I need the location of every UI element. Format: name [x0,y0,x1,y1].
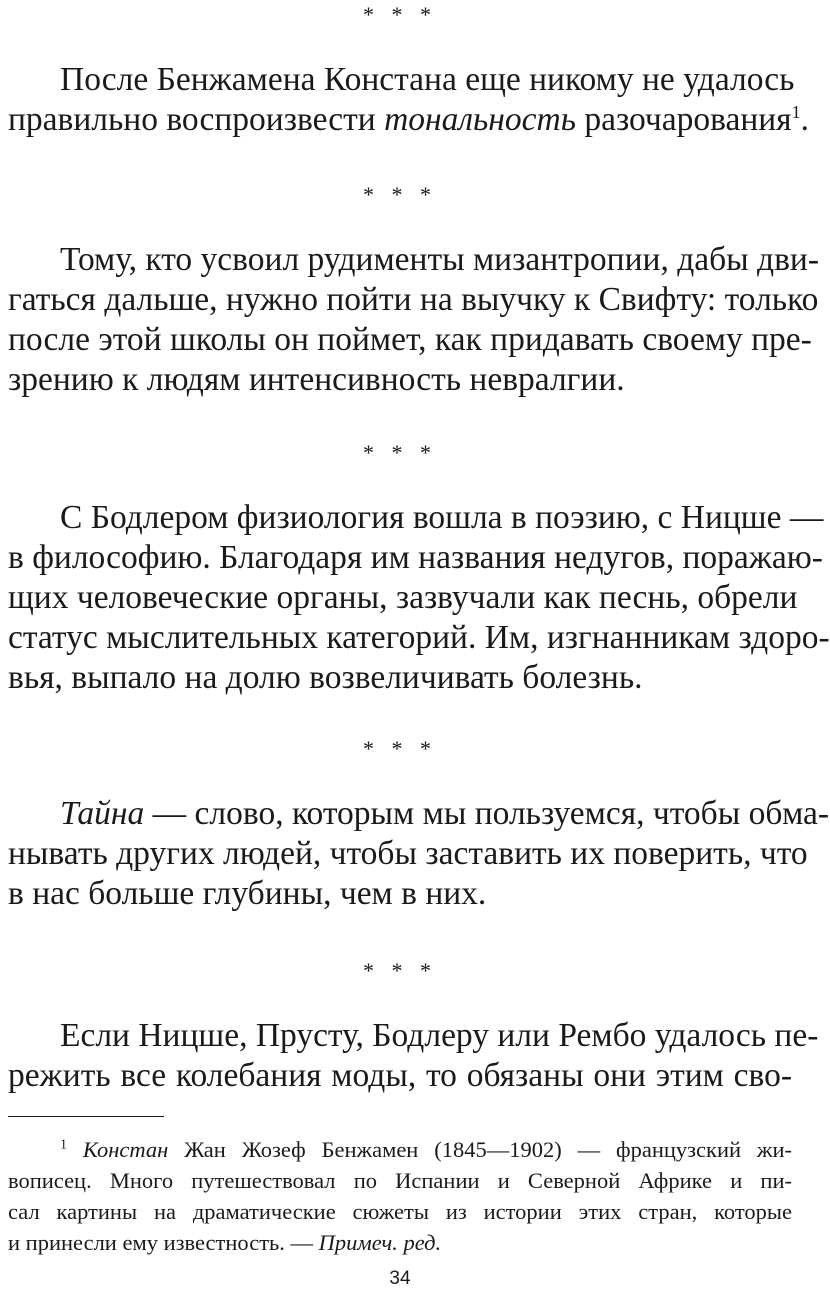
footnote-mark: 1 [60,1137,67,1153]
footnote [8,1134,792,1258]
paragraph-baudelaire [8,498,830,698]
text-line: Тому, кто усвоил рудименты мизантропии, дабы дви- [60,241,820,278]
text-line: Если Ницше, Прусту, Бодлеру или Рембо удалось пе- [60,1017,819,1054]
text-line: С Бодлером физиология вошла в поэзию, с Ницше — [60,499,824,536]
footnote-line [8,1134,792,1165]
section-separator: * * * [363,958,437,983]
text-span: . [800,101,809,138]
text-line: нывать других людей, чтобы заставить их поверить, что [8,835,808,872]
footnote-line: сал картины на драматические сюжеты из истории этих стран, которые [8,1199,792,1224]
section-separator: * * * [363,2,437,27]
paragraph-secret [8,794,830,914]
text-line: щих человеческие органы, зазвучали как песнь, обрели [8,579,798,616]
text-line: статус мыслительных категорий. Им, изгнанникам здоро- [8,619,830,656]
footnote-line: вописец. Много путешествовал по Испании и Северной Африке и пи- [8,1168,792,1193]
text-line [8,794,830,834]
italic-word: тональность [384,101,576,138]
section-separator: * * * [363,182,437,207]
text-line: в нас больше глубины, чем в них. [8,875,487,912]
footnote-line [8,1227,792,1258]
paragraph-nietzsche [8,1016,819,1096]
paragraph-swift [8,240,820,400]
section-separator: * * * [363,440,437,465]
text-line: в философию. Благодаря им названия недугов, поражаю- [8,539,823,576]
text-line: вья, выпало на долю возвеличивать болезнь. [8,659,643,696]
text-span: и принесли ему известность. — [8,1230,319,1255]
paragraph-constant [8,60,809,140]
text-line: После Бенжамена Констана еще никому не удалось [60,61,795,98]
text-line: гаться дальше, нужно пойти на выучку к Свифту: только [8,281,819,318]
text-line: зрению к людям интенсивность невралгии. [8,361,625,398]
footnote-name: Констан [82,1137,169,1162]
footnote-divider [8,1116,164,1117]
footnote-ref[interactable]: 1 [791,101,801,122]
italic-word: Тайна [60,795,145,832]
section-separator: * * * [363,736,437,761]
text-span: Жан Жозеф Бенжамен (1845—1902) — французский жи- [168,1137,793,1162]
text-span: — слово, которым мы пользуемся, чтобы обма- [144,795,830,832]
text-line: после этой школы он поймет, как придавать своему пре- [8,321,812,358]
editor-note: Примеч. ред. [318,1230,442,1255]
page-number: 34 [389,1268,411,1289]
text-line: режить все колебания моды, то обязаны они этим сво- [8,1057,792,1094]
text-span: правильно воспроизвести [8,101,385,138]
text-line [8,100,809,140]
text-span: разочарования [575,101,792,138]
